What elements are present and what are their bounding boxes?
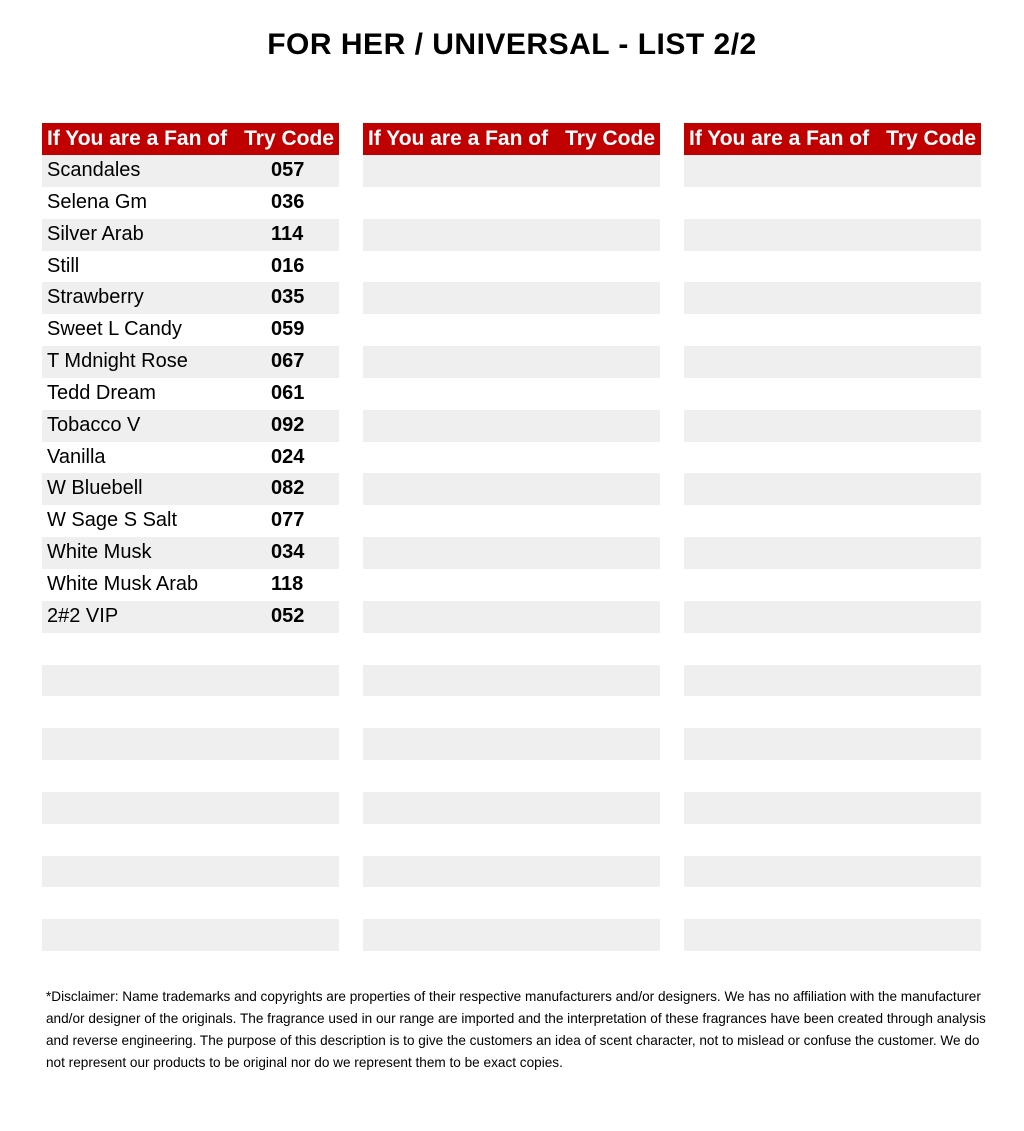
table-row (684, 155, 981, 187)
page-title: FOR HER / UNIVERSAL - LIST 2/2 (267, 28, 757, 61)
table-row (684, 505, 981, 537)
table-row (363, 760, 660, 792)
header-fan-of: If You are a Fan of (689, 127, 870, 150)
table-row (684, 633, 981, 665)
table-row (684, 824, 981, 856)
table-row (684, 856, 981, 888)
table-row (42, 187, 339, 219)
fragrance-table-3 (684, 123, 981, 951)
fragrance-name: Silver Arab (47, 222, 144, 245)
try-code: 067 (271, 350, 305, 373)
fragrance-name: White Musk (47, 541, 152, 564)
table-row (363, 473, 660, 505)
table-row (684, 442, 981, 474)
fragrance-name: Selena Gm (47, 190, 148, 213)
table-row (363, 601, 660, 633)
try-code: 114 (271, 222, 304, 245)
table-body (363, 155, 660, 951)
table-row (684, 537, 981, 569)
try-code: 061 (271, 381, 305, 404)
fragrance-table-1 (42, 123, 339, 951)
try-code: 082 (271, 477, 305, 500)
table-row (42, 537, 339, 569)
table-row (42, 251, 339, 283)
table-row (684, 251, 981, 283)
table-row (684, 346, 981, 378)
fragrance-name: Tobacco V (47, 413, 141, 436)
table-row (363, 410, 660, 442)
table-row (684, 760, 981, 792)
table-row (42, 314, 339, 346)
try-code: 077 (271, 509, 305, 532)
table-row (42, 155, 339, 187)
table-row (363, 792, 660, 824)
table-row (363, 728, 660, 760)
table-row (684, 665, 981, 697)
header-try-code: Try Code (886, 127, 976, 150)
table-row (684, 187, 981, 219)
table-row (363, 442, 660, 474)
table-row (42, 473, 339, 505)
fragrance-name: 2#2 VIP (47, 604, 119, 627)
fragrance-name: Still (47, 254, 80, 277)
fragrance-table-2 (363, 123, 660, 951)
table-row (42, 282, 339, 314)
table-row (363, 282, 660, 314)
table-row (42, 569, 339, 601)
table-row (42, 792, 339, 824)
fragrance-name: Vanilla (47, 445, 106, 468)
table-row (363, 251, 660, 283)
try-code: 118 (271, 572, 304, 595)
table-row (684, 314, 981, 346)
try-code: 036 (271, 190, 305, 213)
table-header (684, 123, 981, 155)
fragrance-name: Sweet L Candy (47, 318, 182, 341)
header-try-code: Try Code (565, 127, 655, 150)
header-fan-of: If You are a Fan of (368, 127, 549, 150)
table-row (42, 378, 339, 410)
table-row (42, 824, 339, 856)
table-header (363, 123, 660, 155)
table-row (363, 696, 660, 728)
disclaimer-text: *Disclaimer: Name trademarks and copyrights are properties of their respective manufacturers and/or designers. We has no affiliation with the manufacturer and/or designer of the originals. The fragrance used in our range are imported and the interpretation of these fragrances have been created through analysis and reverse engineering. The purpose of this description is to give the customers an idea of scent character, not to mislead or confuse the customer. We do not represent our products to be original nor do we represent them to be exact copies. (46, 989, 986, 1070)
table-row (363, 919, 660, 951)
table-row (684, 378, 981, 410)
table-row (684, 282, 981, 314)
table-body (684, 155, 981, 951)
header-try-code: Try Code (244, 127, 334, 150)
fragrance-name: Tedd Dream (47, 381, 156, 404)
table-row (684, 601, 981, 633)
table-row (684, 887, 981, 919)
table-row (684, 728, 981, 760)
fragrance-name: Scandales (47, 159, 141, 181)
table-row (42, 601, 339, 633)
table-row (363, 633, 660, 665)
table-row (42, 760, 339, 792)
table-row (363, 537, 660, 569)
table-row (363, 887, 660, 919)
fragrance-name: T Mdnight Rose (47, 350, 188, 373)
table-row (42, 505, 339, 537)
header-fan-of: If You are a Fan of (47, 127, 228, 150)
try-code: 034 (271, 541, 305, 564)
table-body (42, 155, 339, 951)
fragrance-name: W Sage S Salt (47, 509, 178, 532)
table-row (42, 696, 339, 728)
table-row (684, 473, 981, 505)
fragrance-name: White Musk Arab (47, 572, 199, 595)
table-row (363, 824, 660, 856)
table-row (42, 410, 339, 442)
fragrance-name: W Bluebell (47, 477, 143, 500)
table-row (42, 665, 339, 697)
try-code: 052 (271, 604, 305, 627)
table-row (42, 633, 339, 665)
table-header (42, 123, 339, 155)
try-code: 024 (271, 445, 305, 468)
table-row (42, 728, 339, 760)
table-row (363, 219, 660, 251)
table-row (684, 696, 981, 728)
try-code: 016 (271, 254, 305, 277)
table-row (42, 346, 339, 378)
table-row (363, 569, 660, 601)
try-code: 059 (271, 318, 305, 341)
table-row (684, 919, 981, 951)
table-row (363, 665, 660, 697)
fragrance-name: Strawberry (47, 286, 144, 309)
try-code: 035 (271, 286, 305, 309)
table-row (42, 856, 339, 888)
table-row (684, 569, 981, 601)
table-row (363, 505, 660, 537)
table-row (363, 856, 660, 888)
table-row (684, 792, 981, 824)
table-row (363, 187, 660, 219)
table-row (42, 442, 339, 474)
table-row (363, 378, 660, 410)
try-code: 092 (271, 413, 305, 436)
table-row (42, 887, 339, 919)
table-row (684, 410, 981, 442)
table-row (363, 314, 660, 346)
try-code: 057 (271, 159, 305, 181)
table-row (42, 219, 339, 251)
table-row (684, 219, 981, 251)
table-row (42, 919, 339, 951)
table-row (363, 346, 660, 378)
table-row (363, 155, 660, 187)
